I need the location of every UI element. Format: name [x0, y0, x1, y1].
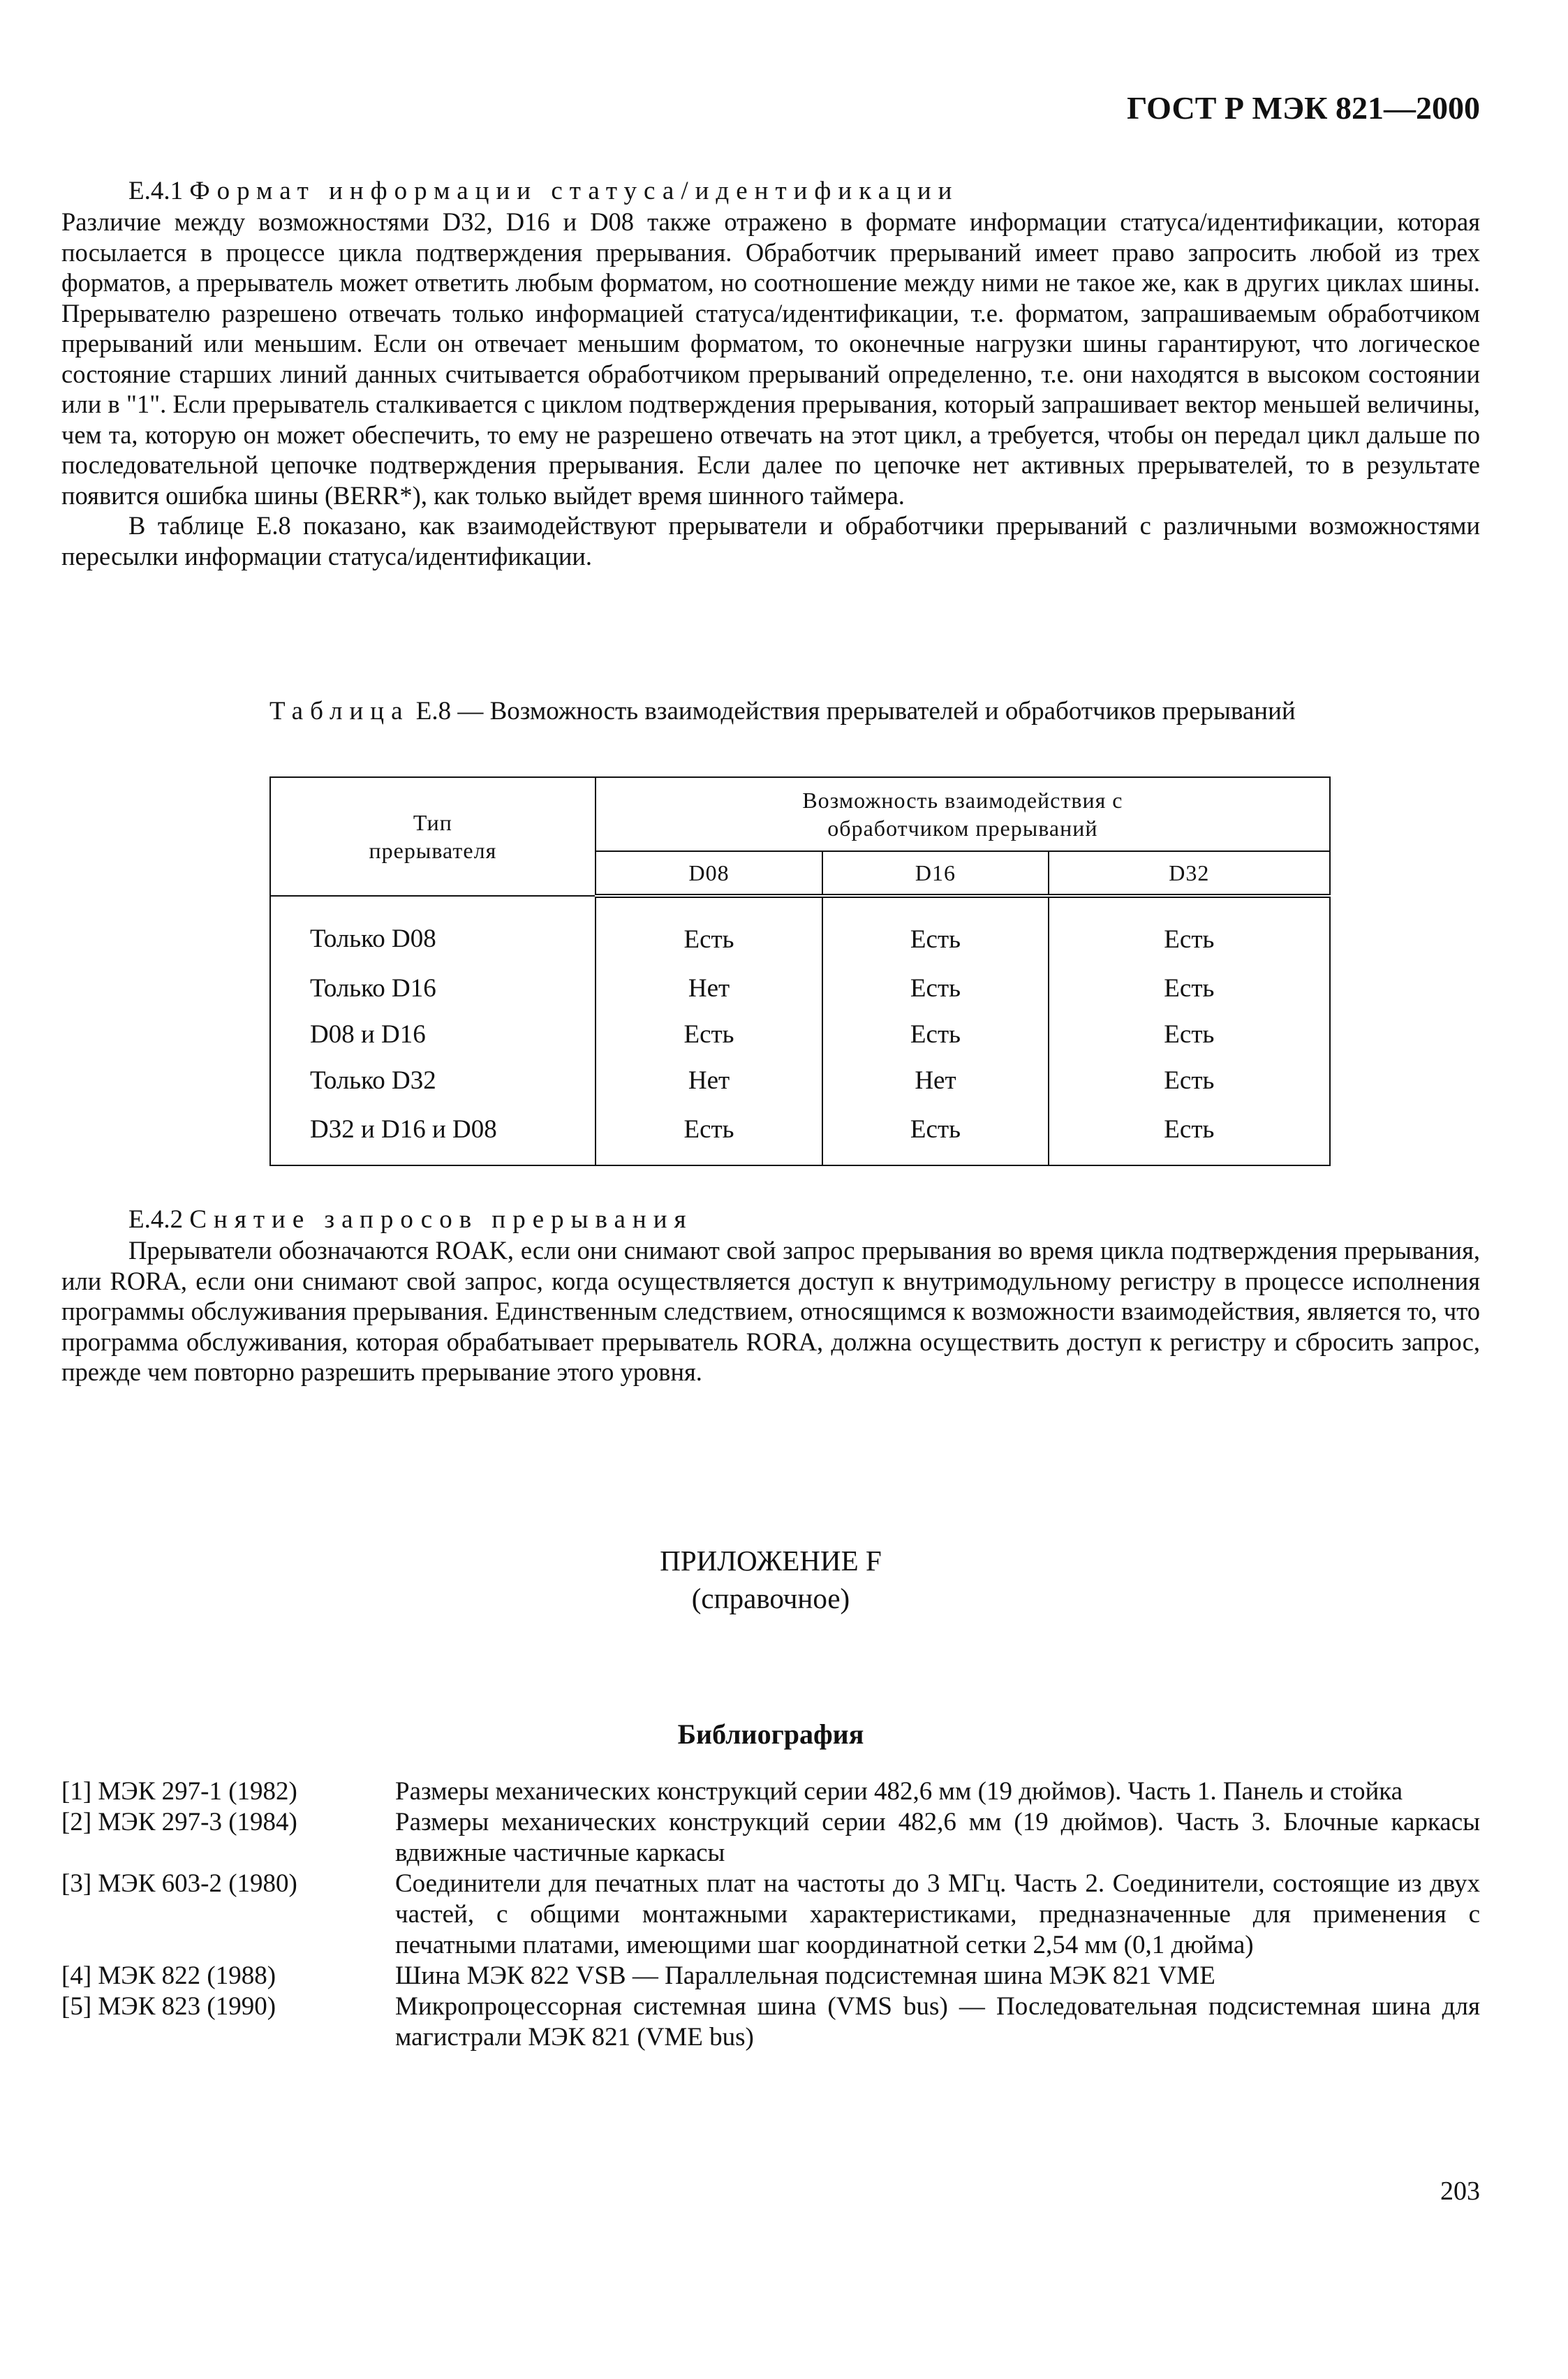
section-e-4-1-paragraph-2: В таблице Е.8 показано, как взаимодействуют прерыватели и обработчики прерываний с различными возможностями пересылки информации статуса/идентификации.	[61, 511, 1480, 570]
section-title: Формат информации статуса/идентификации	[189, 177, 959, 205]
cell-d08: Нет	[596, 1057, 822, 1103]
page-number: 203	[1440, 2177, 1480, 2206]
table-caption	[269, 696, 1331, 727]
table-row	[270, 1057, 1330, 1103]
appendix-subtitle: (справочное)	[691, 1582, 850, 1614]
running-header: ГОСТ Р МЭК 821—2000	[1127, 90, 1480, 126]
bibliography-text: Шина МЭК 822 VSB — Параллельная подсистемная шина МЭК 821 VME	[395, 1961, 1215, 1990]
table-row	[270, 965, 1330, 1011]
cell-d16: Есть	[822, 1011, 1048, 1057]
cell-d08: Есть	[596, 1103, 822, 1165]
section-e-4-1-paragraph-1: Различие между возможностями D32, D16 и D08 также отражено в формате информации статуса/идентификации, которая посылается в процессе цикла подтверждения прерывания. Обработчик прерываний имеет право запросить любой из трех форматов, а прерыватель может ответить любым форматом, но соотношение между ними не такое же, как в других циклах шины. Прерывателю разрешено отвечать только информацией статуса/идентификации, т.е. форматом, запрашиваемым обработчиком прерываний или меньшим. Если он отвечает меньшим форматом, то оконечные нагрузки шины гарантируют, что логическое состояние старших линий данных считывается обработчиком прерываний определенно, т.е. они находятся в высоком состоянии или в "1". Если прерыватель сталкивается с циклом подтверждения прерывания, который запрашивает вектор меньшей величины, чем та, которую он может обеспечить, то ему не разрешено отвечать на этот цикл, а требуется, чтобы он передал цикл дальше по последовательной цепочке подтверждения прерывания. Если далее по цепочке нет активных прерывателей, то в результате появится ошибка шины (BERR*), как только выйдет время шинного таймера.	[61, 207, 1480, 510]
bibliography-text: Размеры механических конструкций серии 482,6 мм (19 дюймов). Часть 3. Блочные каркасы вдвижные частичные каркасы	[395, 1808, 1480, 1867]
bibliography-text: Размеры механических конструкций серии 482,6 мм (19 дюймов). Часть 1. Панель и стойка	[395, 1777, 1403, 1806]
cell-d32: Есть	[1049, 1057, 1330, 1103]
cell-d32: Есть	[1049, 896, 1330, 965]
bibliography-title: Библиография	[677, 1718, 864, 1750]
table-row	[270, 1011, 1330, 1057]
section-e-4-1-heading	[61, 176, 1480, 207]
column-header-d08: D08	[596, 851, 822, 896]
section-e-4-2	[61, 1205, 1480, 1387]
bibliography-list	[61, 1776, 1480, 2053]
bibliography-item	[61, 1807, 1480, 1869]
cell-d16: Есть	[822, 1103, 1048, 1165]
table-row	[270, 1103, 1330, 1165]
cell-d16: Есть	[822, 896, 1048, 965]
cell-d32: Есть	[1049, 1103, 1330, 1165]
bibliography-item	[61, 1776, 1480, 1807]
table-caption-text: Е.8 — Возможность взаимодействия прерывателей и обработчиков прерываний	[415, 697, 1296, 726]
bibliography-ref: [5] МЭК 823 (1990)	[61, 1992, 276, 2021]
section-number: Е.4.2	[128, 1205, 184, 1234]
bibliography-ref: [4] МЭК 822 (1988)	[61, 1961, 276, 1990]
bibliography-item	[61, 1991, 1480, 2053]
cell-d16: Нет	[822, 1057, 1048, 1103]
section-title: Снятие запросов прерывания	[189, 1205, 693, 1234]
column-header-type: Тип прерывателя	[270, 777, 596, 896]
document-page	[61, 0, 1480, 2379]
bibliography-item	[61, 1961, 1480, 1991]
bibliography-ref: [3] МЭК 603-2 (1980)	[61, 1869, 297, 1898]
column-header-d16: D16	[822, 851, 1048, 896]
section-e-4-2-heading	[61, 1205, 1480, 1235]
bibliography-text: Микропроцессорная системная шина (VMS bus) — Последовательная подсистемная шина для магистрали МЭК 821 (VME bus)	[395, 1992, 1480, 2052]
appendix-title: ПРИЛОЖЕНИЕ F	[660, 1545, 882, 1577]
cell-d32: Есть	[1049, 965, 1330, 1011]
row-type: Только D08	[270, 896, 596, 965]
section-e-4-2-paragraph: Прерыватели обозначаются ROAK, если они снимают свой запрос прерывания во время цикла подтверждения прерывания, или RORA, если они снимают свой запрос, когда осуществляется доступ к внутримодульному регистру в процессе исполнения программы обслуживания прерывания. Единственным следствием, относящимся к возможности взаимодействия, является то, что программа обслуживания, которая обрабатывает прерыватель RORA, должна осуществить доступ к регистру и сбросить запрос, прежде чем повторно разрешить прерывание этого уровня.	[61, 1236, 1480, 1386]
cell-d16: Есть	[822, 965, 1048, 1011]
table-row	[270, 896, 1330, 965]
column-header-d32: D32	[1049, 851, 1330, 896]
compatibility-table	[269, 776, 1331, 1166]
row-type: Только D16	[270, 965, 596, 1011]
appendix-heading	[61, 1542, 1480, 1617]
row-type: D08 и D16	[270, 1011, 596, 1057]
row-type: Только D32	[270, 1057, 596, 1103]
column-group-header: Возможность взаимодействия с обработчиком прерываний	[596, 777, 1330, 851]
cell-d08: Нет	[596, 965, 822, 1011]
cell-d32: Есть	[1049, 1011, 1330, 1057]
cell-d08: Есть	[596, 896, 822, 965]
row-type: D32 и D16 и D08	[270, 1103, 596, 1165]
section-number: Е.4.1	[128, 177, 184, 205]
bibliography-ref: [2] МЭК 297-3 (1984)	[61, 1808, 297, 1836]
bibliography-item	[61, 1869, 1480, 1961]
bibliography-text: Соединители для печатных плат на частоты до 3 МГц. Часть 2. Соединители, состоящие из двух частей, с общими монтажными характеристиками, предназначенные для применения с печатными платами, имеющими шаг координатной сетки 2,54 мм (0,1 дюйма)	[395, 1869, 1480, 1959]
section-e-4-1	[61, 176, 1480, 571]
bibliography-ref: [1] МЭК 297-1 (1982)	[61, 1777, 297, 1806]
cell-d08: Есть	[596, 1011, 822, 1057]
table-caption-label: Таблица	[269, 697, 410, 726]
